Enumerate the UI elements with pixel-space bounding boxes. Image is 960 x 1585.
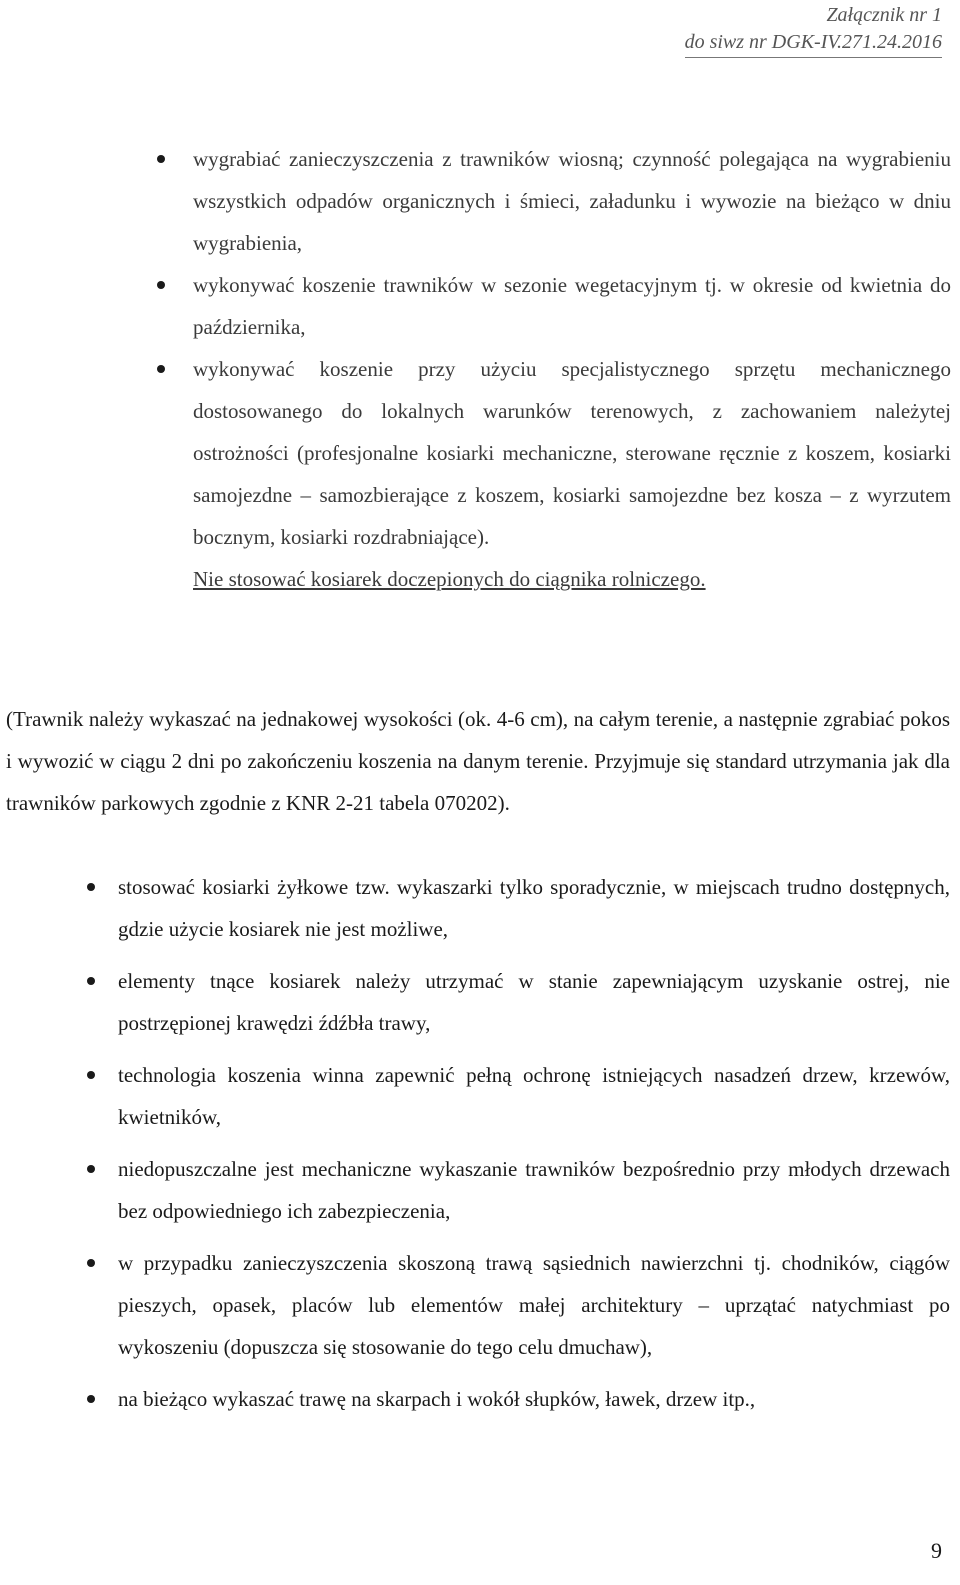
bullet-icon (157, 155, 165, 163)
list-item-text: stosować kosiarki żyłkowe tzw. wykaszarki tylko sporadycznie, w miejscach trudno dostępnych, gdzie użycie kosiarek nie jest możliwe, (118, 875, 950, 941)
bullet-icon (87, 1165, 95, 1173)
mowing-standard-paragraph: (Trawnik należy wykaszać na jednakowej wysokości (ok. 4-6 cm), na całym terenie, a następnie zgrabiać pokos i wywozić w ciągu 2 dni po zakończeniu koszenia na danym terenie. Przyjmuje się standard utrzymania jak dla trawników parkowych zgodnie z KNR 2-21 tabela 070202). (6, 707, 950, 815)
siwz-reference: do siwz nr DGK-IV.271.24.2016 (685, 29, 942, 58)
underlined-note (193, 558, 951, 600)
list-item-text: technologia koszenia winna zapewnić pełną ochronę istniejących nasadzeń drzew, krzewów, kwietników, (118, 1063, 950, 1129)
list-item (118, 1054, 950, 1138)
list-item-text: w przypadku zanieczyszczenia skoszoną trawą sąsiednich nawierzchni tj. chodników, ciągów pieszych, opasek, placów lub elementów małej architektury – uprzątać natychmiast po wykoszeniu (dopuszcza się stosowanie do tego celu dmuchaw), (118, 1251, 950, 1359)
attachment-label: Załącznik nr 1 (826, 4, 942, 26)
list-item (118, 1242, 950, 1368)
list-item-text: niedopuszczalne jest mechaniczne wykaszanie trawników bezpośrednio przy młodych drzewach bez odpowiedniego ich zabezpieczenia, (118, 1157, 950, 1223)
bullet-icon (157, 281, 165, 289)
list-item-text: wykonywać koszenie przy użyciu specjalistycznego sprzętu mechanicznego dostosowanego do lokalnych warunków terenowych, z zachowaniem należytej ostrożności (profesjonalne kosiarki mechaniczne, sterowane ręcznie z koszem, kosiarki samojezdne – samozbierające z koszem, kosiarki samojezdne bez kosza – z wyrzutem bocznym, kosiarki rozdrabniające). (193, 357, 951, 549)
bullet-icon (87, 977, 95, 985)
mowing-duties-list (193, 138, 951, 600)
page-number: 9 (931, 1538, 942, 1563)
list-item (193, 348, 951, 558)
list-item-text: na bieżąco wykaszać trawę na skarpach i wokół słupków, ławek, drzew itp., (118, 1387, 756, 1411)
bullet-icon (87, 883, 95, 891)
bullet-icon (157, 365, 165, 373)
list-item (118, 866, 950, 950)
bullet-icon (87, 1395, 95, 1403)
underlined-note-text: Nie stosować kosiarek doczepionych do ciągnika rolniczego. (193, 567, 706, 591)
bullet-icon (87, 1071, 95, 1079)
bullet-icon (87, 1259, 95, 1267)
list-item (193, 138, 951, 264)
list-item-text: elementy tnące kosiarek należy utrzymać w stanie zapewniającym uzyskanie ostrej, nie postrzępionej krawędzi źdźbła trawy, (118, 969, 950, 1035)
list-item (118, 1378, 950, 1420)
list-item (118, 960, 950, 1044)
list-item (193, 264, 951, 348)
list-item-text: wygrabiać zanieczyszczenia z trawników wiosną; czynność polegająca na wygrabieniu wszystkich odpadów organicznych i śmieci, załadunku i wywozie na bieżąco w dniu wygrabienia, (193, 147, 951, 255)
mowing-rules-list (118, 866, 950, 1430)
list-item (118, 1148, 950, 1232)
list-item-text: wykonywać koszenie trawników w sezonie wegetacyjnym tj. w okresie od kwietnia do października, (193, 273, 951, 339)
document-header (685, 2, 942, 58)
